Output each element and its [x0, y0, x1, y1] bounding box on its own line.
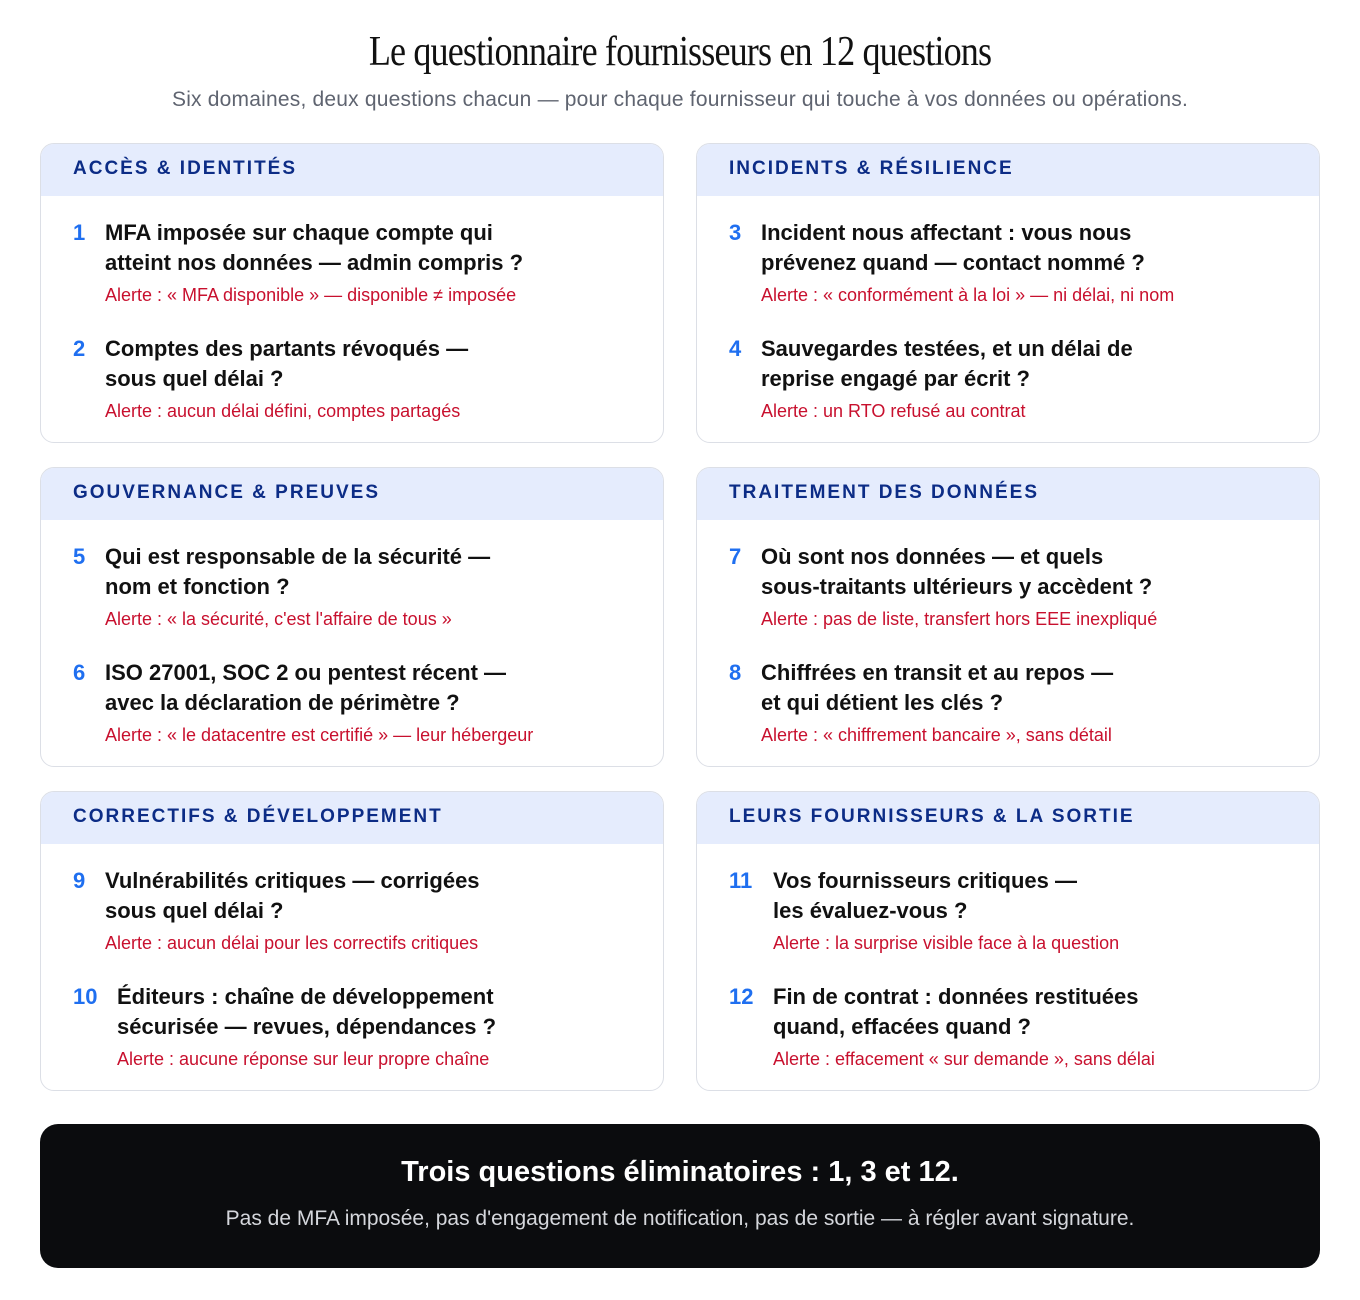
domain-heading: CORRECTIFS & DÉVELOPPEMENT	[41, 792, 663, 844]
question-number: 4	[729, 336, 742, 361]
question-body	[761, 218, 1287, 307]
question-item	[729, 542, 1287, 631]
question-text: Vos fournisseurs critiques — les évaluez-vous ?	[773, 868, 1078, 923]
question-item	[729, 334, 1287, 423]
question-item	[73, 542, 631, 631]
alert-text: Alerte : la surprise visible face à la question	[773, 933, 1120, 953]
question-body	[117, 982, 631, 1071]
page-subtitle: Six domaines, deux questions chacun — pour chaque fournisseur qui touche à vos données ou opérations.	[171, 88, 1188, 111]
alert-text: Alerte : pas de liste, transfert hors EEE inexpliqué	[761, 609, 1158, 629]
question-text: Éditeurs : chaîne de développement sécurisée — revues, dépendances ?	[117, 984, 497, 1039]
alert-text: Alerte : « chiffrement bancaire », sans détail	[761, 725, 1112, 745]
alert-text: Alerte : aucun délai défini, comptes partagés	[105, 401, 461, 421]
question-body	[761, 334, 1287, 423]
question-text: Fin de contrat : données restituées quand, effacées quand ?	[773, 984, 1139, 1039]
question-number: 6	[73, 660, 86, 685]
question-number: 12	[729, 984, 754, 1009]
question-item	[73, 334, 631, 423]
banner-subtitle: Pas de MFA imposée, pas d'engagement de notification, pas de sortie — à régler avant signature.	[225, 1207, 1135, 1230]
alert-text: Alerte : « MFA disponible » — disponible ≠ imposée	[105, 285, 517, 305]
question-item	[729, 982, 1287, 1071]
banner-title: Trois questions éliminatoires : 1, 3 et 12.	[401, 1156, 959, 1188]
question-text: Qui est responsable de la sécurité — nom et fonction ?	[105, 544, 491, 599]
question-list	[697, 196, 1319, 423]
question-list	[41, 196, 663, 423]
alert-text: Alerte : effacement « sur demande », sans délai	[773, 1049, 1155, 1069]
question-text: ISO 27001, SOC 2 ou pentest récent — avec la déclaration de périmètre ?	[105, 660, 507, 715]
question-item	[73, 658, 631, 747]
alert-text: Alerte : « conformément à la loi » — ni délai, ni nom	[761, 285, 1175, 305]
question-list	[41, 844, 663, 1071]
question-body	[105, 866, 631, 955]
alert-text: Alerte : « le datacentre est certifié » — leur hébergeur	[105, 725, 534, 745]
domain-heading: INCIDENTS & RÉSILIENCE	[697, 144, 1319, 196]
question-number: 1	[73, 220, 86, 245]
domain-heading: LEURS FOURNISSEURS & LA SORTIE	[697, 792, 1319, 844]
question-body	[105, 658, 631, 747]
question-body	[105, 542, 631, 631]
question-item	[729, 658, 1287, 747]
domain-card-fournisseurs-sortie	[696, 791, 1320, 1091]
question-text: Comptes des partants révoqués — sous quel délai ?	[105, 336, 469, 391]
question-text: Chiffrées en transit et au repos — et qui détient les clés ?	[761, 660, 1114, 715]
question-list	[697, 844, 1319, 1071]
page-title: Le questionnaire fournisseurs en 12 questions	[368, 29, 992, 75]
question-item	[73, 982, 631, 1071]
question-number: 10	[73, 984, 98, 1009]
question-item	[729, 218, 1287, 307]
summary-banner	[40, 1124, 1320, 1268]
question-grid	[40, 143, 1320, 1091]
domain-heading: TRAITEMENT DES DONNÉES	[697, 468, 1319, 520]
alert-text: Alerte : aucun délai pour les correctifs critiques	[105, 933, 479, 953]
question-number: 9	[73, 868, 86, 893]
domain-card-correctifs-developpement	[40, 791, 664, 1091]
question-text: Où sont nos données — et quels sous-traitants ultérieurs y accèdent ?	[761, 544, 1153, 599]
domain-card-incidents-resilience	[696, 143, 1320, 443]
alert-text: Alerte : aucune réponse sur leur propre chaîne	[117, 1049, 490, 1069]
question-number: 8	[729, 660, 742, 685]
alert-text: Alerte : « la sécurité, c'est l'affaire de tous »	[105, 609, 452, 629]
question-text: Sauvegardes testées, et un délai de reprise engagé par écrit ?	[761, 336, 1133, 391]
domain-heading: GOUVERNANCE & PREUVES	[41, 468, 663, 520]
question-list	[41, 520, 663, 747]
question-item	[73, 218, 631, 307]
question-body	[105, 334, 631, 423]
question-body	[105, 218, 631, 307]
question-number: 11	[729, 868, 753, 893]
question-item	[73, 866, 631, 955]
question-list	[697, 520, 1319, 747]
question-number: 5	[73, 544, 86, 569]
question-text: MFA imposée sur chaque compte qui atteint nos données — admin compris ?	[105, 220, 524, 275]
domain-card-traitement-donnees	[696, 467, 1320, 767]
domain-card-acces-identites	[40, 143, 664, 443]
question-number: 2	[73, 336, 86, 361]
domain-heading: ACCÈS & IDENTITÉS	[41, 144, 663, 196]
question-body	[773, 866, 1287, 955]
question-number: 7	[729, 544, 742, 569]
question-body	[761, 658, 1287, 747]
domain-card-gouvernance-preuves	[40, 467, 664, 767]
question-text: Vulnérabilités critiques — corrigées sous quel délai ?	[105, 868, 480, 923]
question-text: Incident nous affectant : vous nous prévenez quand — contact nommé ?	[761, 220, 1145, 275]
question-body	[773, 982, 1287, 1071]
question-number: 3	[729, 220, 742, 245]
question-item	[729, 866, 1287, 955]
alert-text: Alerte : un RTO refusé au contrat	[761, 401, 1026, 421]
question-body	[761, 542, 1287, 631]
